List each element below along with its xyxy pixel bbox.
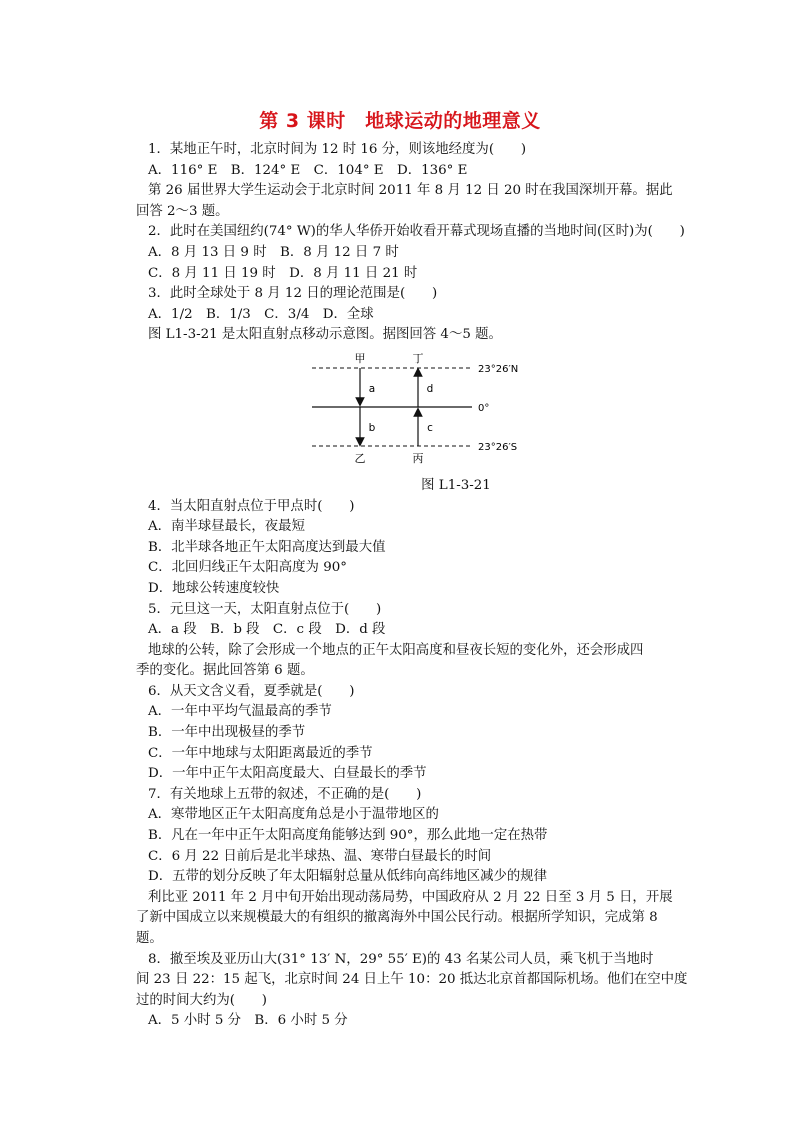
intro-8-line1: 利比亚 2011 年 2 月中旬开始出现动荡局势，中国政府从 2 月 22 日至 3 月 5 日，开展 [148,889,673,905]
question-3-options: A．1/2 B．1/3 C．3/4 D．全球 [148,306,374,322]
question-6-option-a: A．一年中平均气温最高的季节 [148,704,332,720]
solar-point-diagram [148,350,720,476]
question-8-line1: 8．撤至埃及亚历山大(31° 13′ N，29° 55′ E)的 43 名某公司人员，乘飞机于当地时 [148,951,654,967]
question-6-option-b: B．一年中出现极昼的季节 [148,725,306,741]
question-6-stem: 6．从天文含义看，夏季就是( ) [148,683,355,699]
intro-6-line2: 季的变化。据此回答第 6 题。 [136,663,314,679]
label-equator: 0° [478,402,490,414]
intro-8-line3: 题。 [136,931,163,946]
label-bing: 丙 [412,451,424,465]
question-1-stem: 1．某地正午时，北京时间为 12 时 16 分，则该地经度为( ) [148,142,527,157]
question-2-stem: 2．此时在美国纽约(74° W)的华人华侨开始收看开幕式现场直播的当地时间(区时)为( ) [148,224,685,240]
diagram-svg [306,350,686,474]
question-4-stem: 4．当太阳直射点位于甲点时( ) [148,498,355,514]
question-3-stem: 3．此时全球处于 8 月 12 日的理论范围是( ) [148,286,438,302]
label-a: a [368,382,376,395]
question-4-option-a: A．南半球昼最长，夜最短 [148,519,305,535]
question-6-option-d: D．一年中正午太阳高度最大、白昼最长的季节 [148,766,427,782]
question-2-options-cd: C．8 月 11 日 19 时 D．8 月 11 日 21 时 [148,265,418,281]
label-d: d [426,382,434,395]
intro-8-line2: 了新中国成立以来规模最大的有组织的撤离海外中国公民行动。根据所学知识，完成第 8 [136,910,658,926]
question-8-line2: 间 23 日 22：15 起飞，北京时间 24 日上午 10：20 抵达北京首都国际机场。他们在空中度 [136,972,688,988]
label-jia: 甲 [354,351,366,365]
question-8-options: A．5 小时 5 分 B．6 小时 5 分 [148,1013,348,1029]
question-6-option-c: C．一年中地球与太阳距离最近的季节 [148,745,373,761]
figure-caption: 图 L1-3-21 [421,477,491,493]
label-b: b [368,421,376,434]
label-yi: 乙 [354,451,366,465]
intro-2-3-line2: 回答 2～3 题。 [136,203,229,219]
label-tropic-north: 23°26′N [478,363,519,375]
question-7-option-b: B．凡在一年中正午太阳高度角能够达到 90°，那么此地一定在热带 [148,828,548,844]
label-c: c [427,421,433,434]
question-5-stem: 5．元旦这一天，太阳直射点位于( ) [148,601,382,617]
intro-6-line1: 地球的公转，除了会形成一个地点的正午太阳高度和昼夜长短的变化外，还会形成四 [148,642,644,658]
label-ding: 丁 [412,351,424,365]
question-4-option-b: B．北半球各地正午太阳高度达到最大值 [148,539,386,555]
question-7-stem: 7．有关地球上五带的叙述，不正确的是( ) [148,786,422,802]
question-7-option-a: A．寒带地区正午太阳高度角总是小于温带地区的 [148,807,439,823]
question-4-option-c: C．北回归线正午太阳高度为 90° [148,560,347,576]
question-7-option-d: D．五带的划分反映了年太阳辐射总量从低纬向高纬地区减少的规律 [148,869,548,885]
question-7-option-c: C．6 月 22 日前后是北半球热、温、寒带白昼最长的时间 [148,848,492,864]
question-4-option-d: D．地球公转速度较快 [148,580,280,596]
page-title: 第 3 课时 地球运动的地理意义 [259,110,541,132]
question-1-options: A．116° E B．124° E C．104° E D．136° E [148,162,468,178]
question-2-options-ab: A．8 月 13 日 9 时 B．8 月 12 日 7 时 [148,244,399,260]
question-5-options: A．a 段 B．b 段 C．c 段 D．d 段 [148,622,386,638]
question-8-line3: 过的时间大约为( ) [136,992,267,1008]
document-body [136,140,720,1032]
intro-2-3-line1: 第 26 届世界大学生运动会于北京时间 2011 年 8 月 12 日 20 时在我国深圳开幕。据此 [148,183,673,199]
label-tropic-south: 23°26′S [478,441,518,453]
intro-4-5: 图 L1-3-21 是太阳直射点移动示意图。据图回答 4～5 题。 [148,327,502,343]
